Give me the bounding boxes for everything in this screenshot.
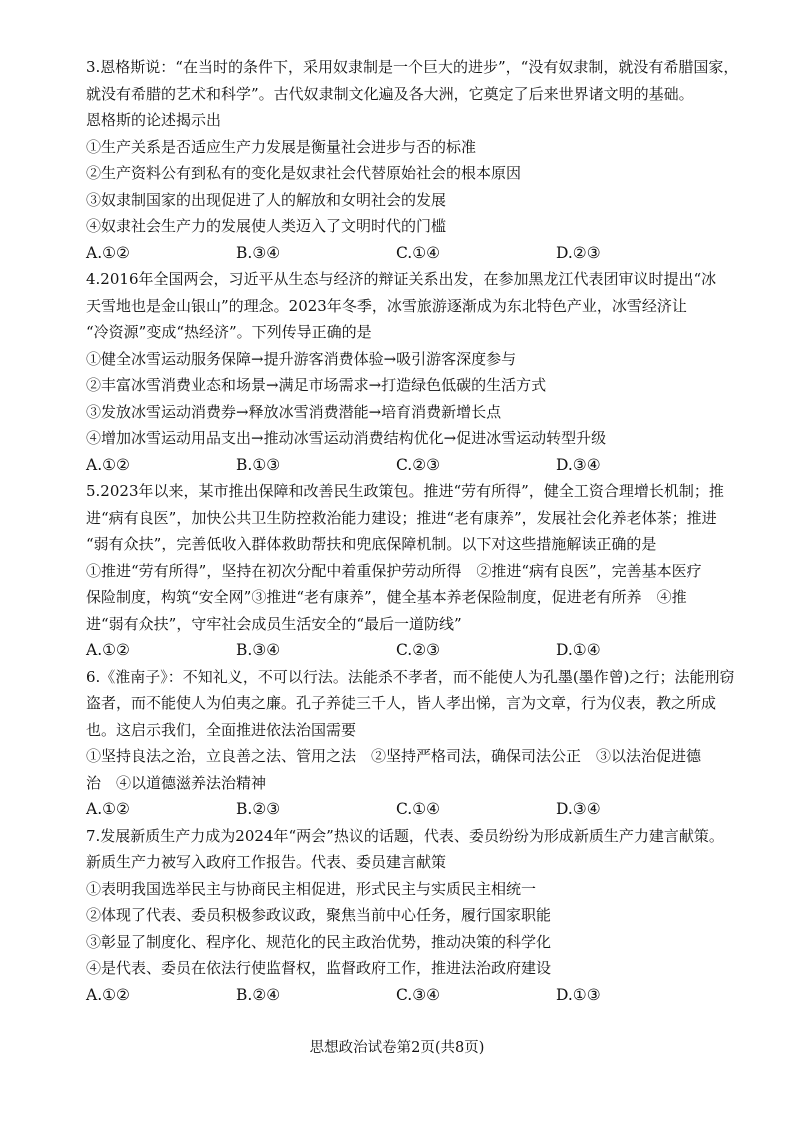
answer-options [86,982,766,1009]
statement-line: 保险制度，构筑“安全网”③推进“老有康养”，健全基本养老保险制度，促进老有所养 ④推 [86,588,687,606]
option-b: B.②④ [236,985,281,1004]
statement-line: ③发放冰雪运动消费券→释放冰雪消费潜能→培育消费新增长点 [86,402,502,421]
question-stem-line: 6.《淮南子》：不知礼义，不可以行法。法能杀不孝者，而不能使人为孔墨(墨作曾)之行；法能刑窃 [86,667,735,686]
option-d: D.①③ [556,985,601,1004]
option-c: C.①④ [396,800,441,818]
option-b: B.③④ [236,243,281,262]
statement-line: ④是代表、委员在依法行使监督权，监督政府工作，推进法治政府建设 [86,959,552,977]
question-3 [86,54,766,266]
statement-line: ①生产关系是否适应生产力发展是衡量社会进步与否的标准 [86,137,477,156]
statement-line: ③奴隶制国家的出现促进了人的解放和女明社会的发展 [86,190,447,209]
question-stem-line: 天雪地也是金山银山”的理念。2023年冬季，冰雪旅游逐渐成为东北特色产业，冰雪经济让 [86,296,687,315]
answer-options [86,240,766,267]
answer-options [86,796,766,823]
question-stem-line: 4.2016年全国两会，习近平从生态与经济的辩证关系出发，在参加黑龙江代表团审议时提出“冰 [86,270,717,288]
option-c: C.②③ [396,455,441,474]
question-stem-line: 恩格斯的论述揭示出 [86,111,222,129]
answer-options [86,637,766,664]
statement-line: ①表明我国选举民主与协商民主相促进，形式民主与实质民主相统一 [86,879,537,898]
question-stem-line: “冷资源”变成“热经济”。下列传导正确的是 [86,323,372,341]
statement-line: ③彰显了制度化、程序化、规范化的民主政治优势，推动决策的科学化 [86,932,552,951]
statement-line: ④奴隶社会生产力的发展使人类迈入了文明时代的门槛 [86,217,447,235]
question-5 [86,478,766,664]
statement-line: ①健全冰雪运动服务保障→提升游客消费体验→吸引游客深度参与 [86,349,517,368]
statement-line: ①推进“劳有所得”，坚持在初次分配中着重保护劳动所得 ②推进“病有良医”，完善基本医疗 [86,561,702,580]
option-a: A.①② [86,455,130,474]
question-4 [86,266,766,478]
question-stem-line: 就没有希腊的艺术和科学”。古代奴隶制文化遍及各大洲，它奠定了后来世界诸文明的基础。 [86,84,694,103]
statement-line: ④增加冰雪运动用品支出→推动冰雪运动消费结构优化→促进冰雪运动转型升级 [86,429,607,447]
question-stem-line: 7.发展新质生产力成为2024年“两会”热议的话题，代表、委员纷纷为形成新质生产力建言献策。 [86,826,724,845]
statement-line: ①坚持良法之治，立良善之法、管用之法 ②坚持严格司法，确保司法公正 ③以法治促进德 [86,747,702,765]
option-c: C.②③ [396,641,441,659]
statement-line: 进“弱有众扶”，守牢社会成员生活安全的“最后一道防线” [86,614,462,633]
statement-line: ②生产资料公有到私有的变化是奴隶社会代替原始社会的根本原因 [86,164,522,182]
answer-options [86,452,766,479]
statement-line: ②体现了代表、委员积极参政议政，聚焦当前中心任务，履行国家职能 [86,906,552,924]
question-stem-line: 进“病有良医”，加快公共卫生防控救治能力建设；推进“老有康养”，发展社会化养老体茶；推进 [86,508,717,527]
option-d: D.①④ [556,641,601,659]
question-stem-line: 5.2023年以来，某市推出保障和改善民生政策包。推进“劳有所得”，健全工资合理增长机制；推 [86,482,724,500]
statement-line: ②丰富冰雪消费业态和场景→满足市场需求→打造绿色低碳的生活方式 [86,376,547,394]
question-7 [86,823,766,1009]
option-c: C.③④ [396,985,441,1004]
option-a: A.①② [86,243,130,262]
option-b: B.①③ [236,455,281,474]
option-a: A.①② [86,641,130,659]
option-d: D.③④ [556,800,601,818]
question-6 [86,664,766,823]
statement-line: 治 ④以道德滋养法治精神 [86,773,267,792]
question-stem-line: 也。这启示我们，全面推进依法治国需要 [86,720,357,739]
option-a: A.①② [86,985,130,1004]
question-stem-line: 盗者，而不能使人为伯夷之廉。孔子养徒三千人，皆人孝出悌，言为文章，行为仪表，教之所成 [86,694,717,712]
page-footer: 思想政治试卷第2页(共8页) [309,1040,485,1056]
option-d: D.②③ [556,243,601,262]
option-c: C.①④ [396,243,441,262]
question-stem-line: 新质生产力被写入政府工作报告。代表、委员建言献策 [86,853,447,871]
option-b: B.②③ [236,800,281,818]
questions-area [86,54,766,1008]
option-a: A.①② [86,800,130,818]
option-d: D.③④ [556,455,601,474]
question-stem-line: 3.恩格斯说：“在当时的条件下，采用奴隶制是一个巨大的进步”，“没有奴隶制，就没有希腊国家， [86,58,739,76]
option-b: B.③④ [236,641,281,659]
question-stem-line: “弱有众扶”，完善低收入群体救助帮扶和兜底保障机制。以下对这些措施解读正确的是 [86,535,657,553]
